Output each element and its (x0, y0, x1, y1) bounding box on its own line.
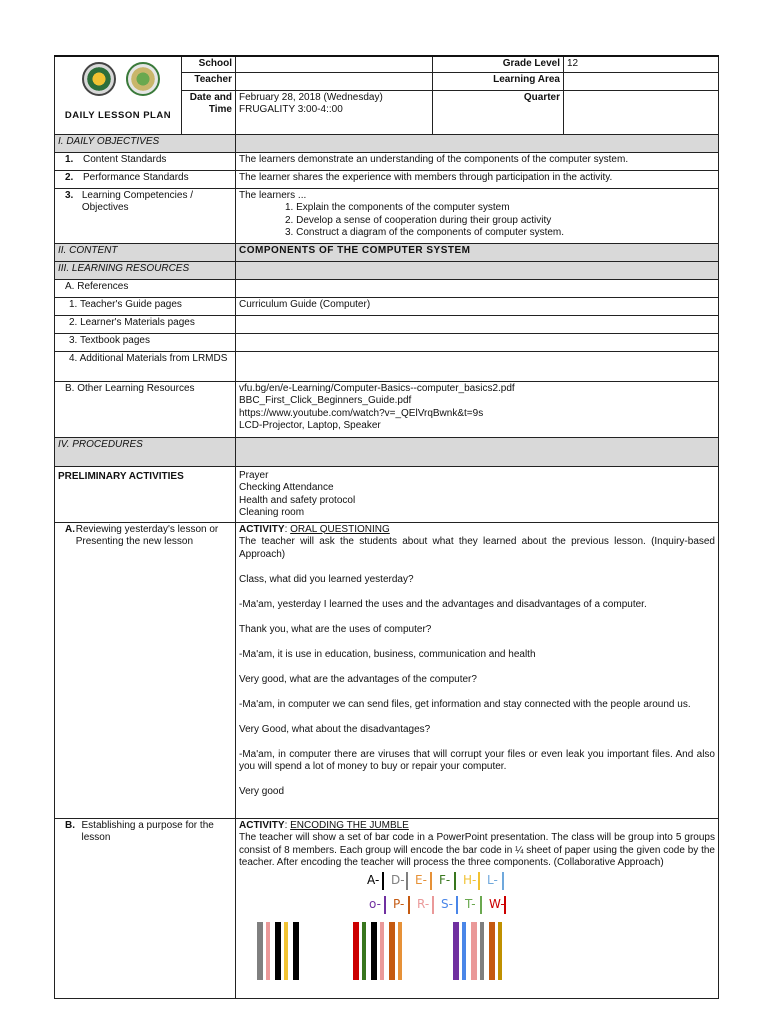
barcode-jumble-figure (239, 870, 715, 990)
procedure-b-value: ACTIVITY: ENCODING THE JUMBLE The teacher will show a set of bar code in a PowerPoint presentation. The class will be group into 5 groups consist of 8 members. Each group will encode the bar code in ¼ sheet of paper using the given code by the teacher. After encoding the teacher will process the three components. (Collaborative Approach) A- D- E- F- H- L- o- P- R- S- T- W- (236, 818, 719, 998)
jumble-letter: L- (487, 872, 498, 887)
color-code-bar (430, 872, 432, 890)
jumble-letter: E- (415, 872, 427, 887)
barcode-stripe (453, 922, 459, 980)
date-time-label: Date and Time (182, 90, 236, 134)
barcode-stripe (462, 922, 466, 980)
barcode-stripe (293, 922, 299, 980)
references-label: A. References (55, 279, 236, 297)
procedure-a-value: ACTIVITY: ORAL QUESTIONING The teacher will ask the students about what they learned about the previous lesson. (Inquiry-based Approach) Class, what did you learned yesterday? -Ma'am, yesterday I learned the uses and the advantages and disadvantages of a computer. Thank you, what are the uses of computer? -Ma'am, it is use in education, business, communication and health Very good, what are the advantages of the computer? -Ma'am, in computer we can send files, get information and stay connected with the people around us. Very Good, what about the disadvantages? -Ma'am, in computer there are viruses that will corrupt your files or even leak you important files. And also you will spend a lot of money to buy or repair your computer. Very good (236, 522, 719, 818)
teachers-guide-label: 1. Teacher's Guide pages (55, 297, 236, 315)
grade-level-value: 12 (564, 56, 719, 72)
objective-item: 2. Develop a sense of cooperation during their group activity (285, 214, 552, 226)
barcode-stripe (498, 922, 502, 980)
barcode-stripe (362, 922, 366, 980)
school-label: School (182, 56, 236, 72)
color-code-bar (454, 872, 456, 890)
performance-standards-label: 2. Performance Standards (55, 170, 236, 188)
other-resources-value (236, 381, 719, 437)
jumble-letter: S- (441, 896, 453, 911)
quarter-label: Quarter (433, 90, 564, 134)
resources-heading: III. LEARNING RESOURCES (55, 261, 236, 279)
resource-link: vfu.bg/en/e-Learning/Computer-Basics--computer_basics2.pdf (239, 382, 515, 394)
color-code-bar (408, 896, 410, 914)
date-time-value (236, 90, 433, 134)
activity-title: ORAL QUESTIONING (290, 523, 390, 535)
barcode-stripe (471, 922, 477, 980)
jumble-letter: R- (417, 896, 430, 911)
grade-level-label: Grade Level (433, 56, 564, 72)
barcode-stripe (353, 922, 359, 980)
jumble-letter: T- (465, 896, 476, 911)
content-value: COMPONENTS OF THE COMPUTER SYSTEM (236, 243, 719, 261)
color-code-bar (478, 872, 480, 890)
barcode-stripe (398, 922, 402, 980)
color-code-bar (384, 896, 386, 914)
quarter-value (564, 90, 719, 134)
school-seal-logo (82, 62, 116, 96)
color-code-bar (480, 896, 482, 914)
barcode-stripe (480, 922, 484, 980)
additional-materials-label: 4. Additional Materials from LRMDS (55, 351, 236, 381)
teacher-label: Teacher (182, 72, 236, 90)
header-logo-cell (55, 56, 182, 134)
jumble-letter: A- (367, 872, 380, 887)
barcode-stripe (380, 922, 384, 980)
competencies-label: 3. Learning Competencies / Objectives (55, 188, 236, 243)
other-resources-label: B. Other Learning Resources (55, 381, 236, 437)
learning-area-label: Learning Area (433, 72, 564, 90)
objectives-heading: I. DAILY OBJECTIVES (55, 134, 236, 152)
deped-seal-logo (126, 62, 160, 96)
objective-item: 3. Construct a diagram of the components of computer system. (285, 227, 565, 238)
resource-link: https://www.youtube.com/watch?v=_QElVrqBwnk&t=9s (239, 407, 484, 419)
textbook-label: 3. Textbook pages (55, 333, 236, 351)
activity-title: ENCODING THE JUMBLE (290, 819, 409, 831)
learning-area-value (564, 72, 719, 90)
date-line: February 28, 2018 (Wednesday) (239, 91, 383, 103)
color-code-bar (382, 872, 384, 890)
preliminary-label: PRELIMINARY ACTIVITIES (55, 466, 236, 522)
barcode-stripe (257, 922, 263, 980)
content-heading: II. CONTENT (55, 243, 236, 261)
jumble-letter: D- (391, 872, 405, 887)
performance-standards-value: The learner shares the experience with members through participation in the activity. (236, 170, 719, 188)
preliminary-item: Checking Attendance (239, 482, 334, 493)
barcode-stripe (389, 922, 395, 980)
resource-link: BBC_First_Click_Beginners_Guide.pdf (239, 395, 412, 406)
preliminary-item: Health and safety protocol (239, 494, 356, 506)
barcode-stripe (275, 922, 281, 980)
barcode-stripe (266, 922, 270, 980)
teachers-guide-value: Curriculum Guide (Computer) (236, 297, 719, 315)
barcode-stripe (489, 922, 495, 980)
color-code-bar (456, 896, 458, 914)
color-code-bar (502, 872, 504, 890)
lesson-plan-table (54, 55, 719, 999)
learners-materials-label: 2. Learner's Materials pages (55, 315, 236, 333)
jumble-letter: o- (369, 896, 381, 911)
jumble-letter: H- (463, 872, 477, 887)
page-title: DAILY LESSON PLAN (64, 110, 172, 121)
teacher-value (236, 72, 433, 90)
jumble-letter: W- (489, 896, 505, 911)
jumble-letter: P- (393, 896, 405, 911)
equipment-line: LCD-Projector, Laptop, Speaker (239, 420, 381, 431)
color-code-bar (406, 872, 408, 890)
content-standards-value: The learners demonstrate an understanding of the components of the computer system. (236, 152, 719, 170)
barcode-stripe (371, 922, 377, 980)
content-standards-label: 1. Content Standards (55, 152, 236, 170)
objective-item: 1. Explain the components of the computer system (285, 202, 510, 213)
school-value (236, 56, 433, 72)
session-line: FRUGALITY 3:00-4::00 (239, 104, 343, 115)
procedures-heading: IV. PROCEDURES (55, 437, 236, 466)
competencies-value: The learners ... 1. Explain the components of the computer system 2. Develop a sense of cooperation during their group activity 3. Construct a diagram of the components of computer system. (236, 188, 719, 243)
procedure-a-label: A. Reviewing yesterday's lesson or Presenting the new lesson (55, 522, 236, 818)
preliminary-item: Cleaning room (239, 507, 305, 518)
color-code-bar (432, 896, 434, 914)
preliminary-value (236, 466, 719, 522)
barcode-stripe (284, 922, 288, 980)
jumble-letter: F- (439, 872, 451, 887)
procedure-b-label: B. Establishing a purpose for the lesson (55, 818, 236, 998)
color-code-bar (504, 896, 506, 914)
preliminary-item: Prayer (239, 469, 269, 481)
